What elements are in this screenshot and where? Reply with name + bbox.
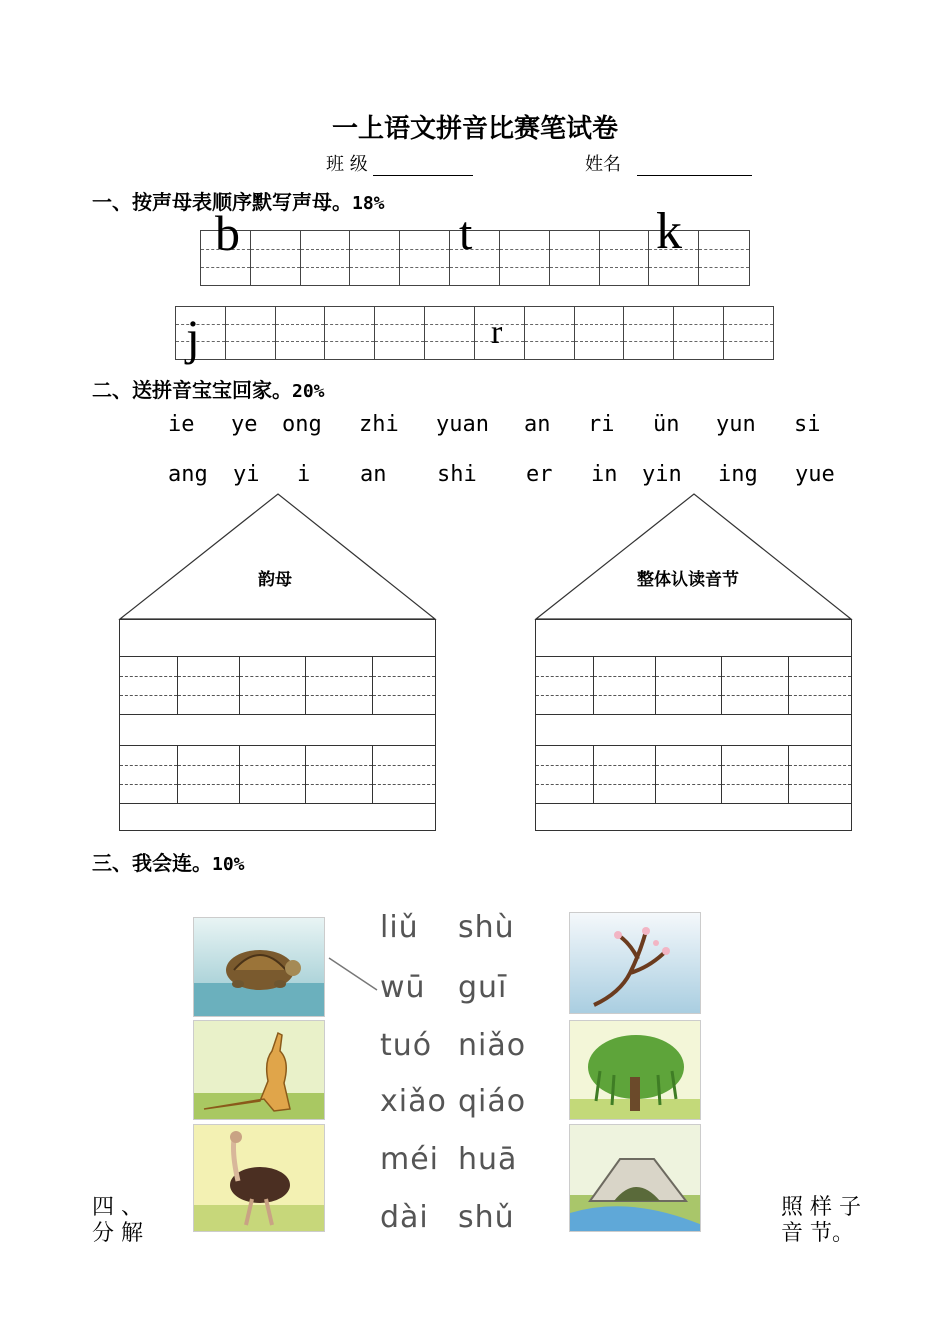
kangaroo-picture[interactable] — [193, 1020, 325, 1120]
pinyin-chip[interactable]: ing — [718, 462, 758, 487]
tortoise-picture[interactable] — [193, 917, 325, 1017]
house-row-blank — [535, 714, 852, 746]
name-label: 姓名 — [585, 154, 621, 175]
pinyin-chip[interactable]: shi — [437, 462, 477, 487]
willow-tree-picture[interactable] — [569, 1020, 701, 1120]
pinyin-chip[interactable]: yun — [716, 412, 756, 437]
house-cell[interactable] — [789, 746, 851, 803]
section4-heading-right: 照 样 子 音 节。 — [781, 1195, 861, 1246]
bridge-picture[interactable] — [569, 1124, 701, 1232]
house-cell[interactable] — [594, 746, 656, 803]
syllable[interactable]: wū — [380, 970, 426, 1005]
syllable[interactable]: liǔ — [380, 910, 419, 945]
house-row-blank — [119, 619, 436, 657]
house-cell[interactable] — [373, 746, 435, 803]
letter-k: k — [656, 203, 682, 260]
pinyin-chip[interactable]: ye — [231, 412, 258, 437]
pinyin-chip[interactable]: yin — [642, 462, 682, 487]
pinyin-chip[interactable]: si — [794, 412, 821, 437]
syllable[interactable]: niǎo — [458, 1028, 527, 1063]
syllable[interactable]: huā — [458, 1142, 518, 1177]
house-cell[interactable] — [178, 657, 240, 714]
house-cell[interactable] — [306, 746, 373, 803]
pinyin-chip[interactable]: in — [591, 462, 618, 487]
house-cell[interactable] — [536, 746, 594, 803]
house-row-grid — [119, 656, 436, 715]
house1-roof — [120, 494, 435, 619]
house-cell[interactable] — [120, 657, 178, 714]
house-cell[interactable] — [536, 657, 594, 714]
letter-j: j — [186, 309, 200, 365]
syllable[interactable]: qiáo — [458, 1084, 527, 1119]
letter-b: b — [215, 205, 240, 261]
syllable[interactable]: tuó — [380, 1028, 433, 1063]
house-row-blank — [535, 803, 852, 831]
class-label: 班 级 — [326, 154, 368, 175]
pinyin-chip[interactable]: ie — [168, 412, 195, 437]
plum-blossom-picture[interactable] — [569, 912, 701, 1014]
house-cell[interactable] — [722, 657, 789, 714]
house-row-blank — [535, 619, 852, 657]
pinyin-chip[interactable]: yue — [795, 462, 835, 487]
house-cell[interactable] — [656, 746, 722, 803]
pinyin-chip[interactable]: er — [526, 462, 553, 487]
house-cell[interactable] — [306, 657, 373, 714]
section4-heading-left: 四 、 分 解 — [92, 1195, 143, 1246]
house-row-blank — [119, 803, 436, 831]
house2-roof — [536, 494, 851, 619]
syllable[interactable]: guī — [458, 970, 508, 1005]
syllable[interactable]: méi — [380, 1142, 440, 1177]
house-cell[interactable] — [178, 746, 240, 803]
house-row-grid — [535, 745, 852, 804]
house-row-grid — [535, 656, 852, 715]
pinyin-chip[interactable]: yuan — [436, 412, 489, 437]
pinyin-chip[interactable]: ün — [653, 412, 680, 437]
syllable[interactable]: shù — [458, 910, 515, 945]
house1-label: 韵母 — [258, 570, 292, 590]
pinyin-chip[interactable]: an — [524, 412, 551, 437]
letter-r: r — [491, 314, 503, 351]
house-cell[interactable] — [594, 657, 656, 714]
house-roofs — [0, 0, 950, 640]
house-row-grid — [119, 745, 436, 804]
pinyin-chip[interactable]: zhi — [359, 412, 399, 437]
house-row-blank — [119, 714, 436, 746]
house-cell[interactable] — [789, 657, 851, 714]
section1-heading: 一、按声母表顺序默写声母。18% — [92, 190, 385, 214]
pinyin-chip[interactable]: ong — [282, 412, 322, 437]
house-cell[interactable] — [120, 746, 178, 803]
syllable[interactable]: xiǎo — [380, 1084, 447, 1119]
house-cell[interactable] — [373, 657, 435, 714]
house-cell[interactable] — [656, 657, 722, 714]
ostrich-picture[interactable] — [193, 1124, 325, 1232]
house-cell[interactable] — [722, 746, 789, 803]
pinyin-chip[interactable]: an — [360, 462, 387, 487]
pinyin-chip[interactable]: ang — [168, 462, 208, 487]
section2-heading: 二、送拼音宝宝回家。20% — [92, 378, 325, 402]
sample-connect-line — [325, 950, 385, 995]
syllable[interactable]: shǔ — [458, 1200, 515, 1235]
house2-label: 整体认读音节 — [637, 570, 739, 590]
pinyin-chip[interactable]: ri — [588, 412, 615, 437]
section3-heading: 三、我会连。10% — [92, 851, 245, 875]
page-title: 一上语文拼音比赛笔试卷 — [331, 114, 618, 144]
pinyin-chip[interactable]: i — [297, 462, 311, 487]
syllable[interactable]: dài — [380, 1200, 429, 1235]
pinyin-chip[interactable]: yi — [233, 462, 260, 487]
house-cell[interactable] — [240, 657, 306, 714]
letter-t: t — [459, 207, 473, 260]
house-cell[interactable] — [240, 746, 306, 803]
